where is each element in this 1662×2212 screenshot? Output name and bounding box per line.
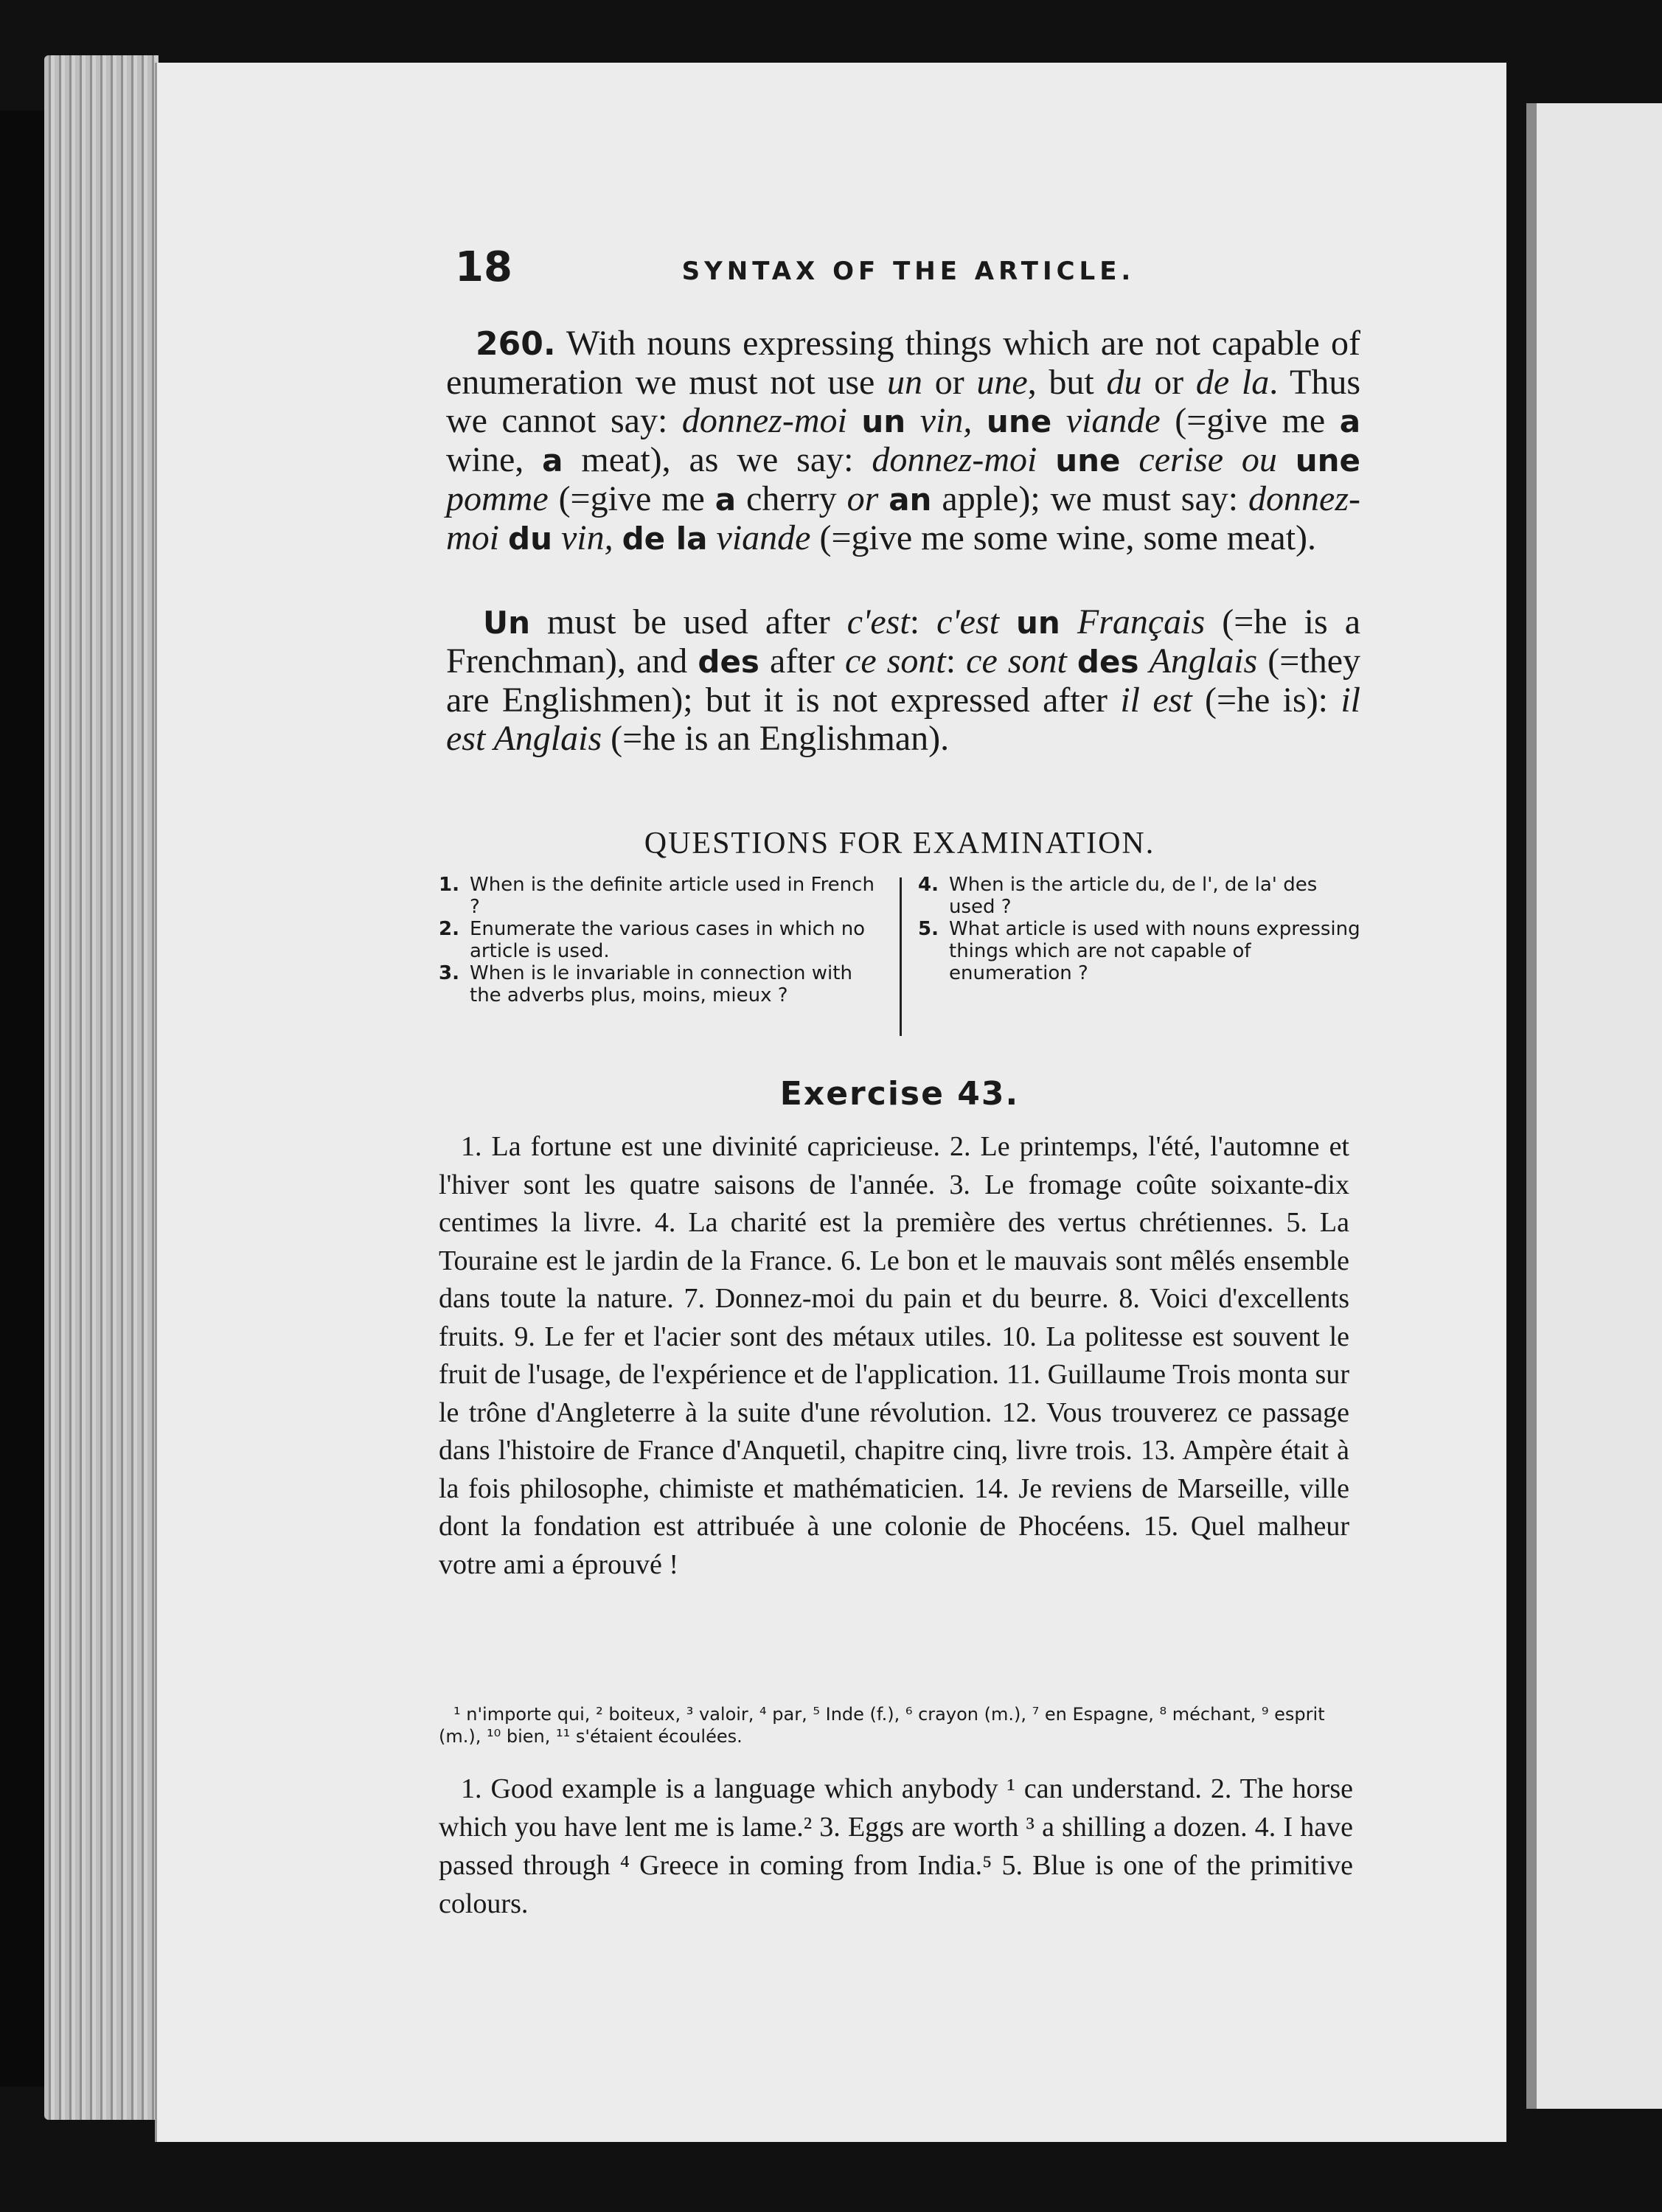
page-number: 18 [455, 243, 512, 291]
exercise-text: 1. La fortune est une divinité capricieuse. 2. Le printemps, l'été, l'automne et l'hiver sont les quatre saisons de l'année. 3. Le fromage coûte soixante-dix centimes la livre. 4. La charité est la première des vertus chrétiennes. 5. La Touraine est le jardin de la France. 6. Le bon et le mauvais sont mêlés ensemble dans toute la nature. 7. Donnez-moi du pain et du beurre. 8. Voici d'excellents fruits. 9. Le fer et l'acier sont des métaux utiles. 10. La politesse est souvent le fruit de l'usage, de l'expérience et de l'application. 11. Guillaume Trois monta sur le trône d'Angleterre à la suite d'une révolution. 12. Vous trouverez ce passage dans l'histoire de France d'Anquetil, chapitre cinq, livre trois. 13. Ampère était à la fois philosophe, chimiste et mathématicien. 14. Je reviens de Marseille, ville dont la fondation est attribuée à une colonie de Phocéens. 15. Quel malheur votre ami a éprouvé ! [439, 1131, 1349, 1580]
questions-right-column [918, 874, 1360, 984]
question-item: 4. When is the article du, de l', de la' des used ? [918, 874, 1318, 918]
column-divider [900, 877, 902, 1036]
questions-title: QUESTIONS FOR EXAMINATION. [644, 827, 1155, 860]
exercise-title: Exercise 43. [779, 1075, 1020, 1113]
footnotes: ¹ n'importe qui, ² boiteux, ³ valoir, ⁴ par, ⁵ Inde (f.), ⁶ crayon (m.), ⁷ en Espagne, ⁸ méchant, ⁹ esprit (m.), ¹⁰ bien, ¹¹ s'étaient écoulées. [439, 1704, 1325, 1747]
page-edges [44, 55, 159, 2120]
question-item: 3. When is le invariable in connection with the adverbs plus, moins, mieux ? [439, 962, 852, 1006]
page-header [455, 243, 1362, 295]
facing-page-edge [1526, 103, 1662, 2109]
questions-left-column [439, 874, 889, 1006]
english-exercise: 1. Good example is a language which anybody ¹ can understand. 2. The horse which you have lent me is lame.² 3. Eggs are worth ³ a shilling a dozen. 4. I have passed through ⁴ Greece in coming from India.⁵ 5. Blue is one of the primitive colours. [439, 1773, 1353, 1919]
paragraph-un: Un must be used after c'est: c'est un Français (=he is a Frenchman), and des after ce sont: ce sont des Anglais (=they are Englishmen); but it is not expressed after il est (=he is): il est Anglais (=he is an Englishman). [446, 602, 1361, 758]
questions-block [439, 874, 1364, 1047]
question-item: 5. What article is used with nouns expressing things which are not capable of enumeration ? [918, 918, 1360, 984]
question-item: 1. When is the definite article used in French ? [439, 874, 875, 918]
paragraph-260: 260. With nouns expressing things which are not capable of enumeration we must not use un or une, but du or de la. Thus we cannot say: donnez-moi un vin, une viande (=give me a wine, a meat), as we say: donnez-moi une cerise ou une pomme (=give me a cherry or an apple); we must say: donnez-moi du vin, de la viande (=give me some wine, some meat). [446, 324, 1361, 557]
book-spine [0, 111, 44, 2087]
question-item: 2. Enumerate the various cases in which no article is used. [439, 918, 866, 962]
section-number: 260. [476, 325, 556, 363]
running-head: SYNTAX OF THE ARTICLE. [681, 257, 1136, 286]
